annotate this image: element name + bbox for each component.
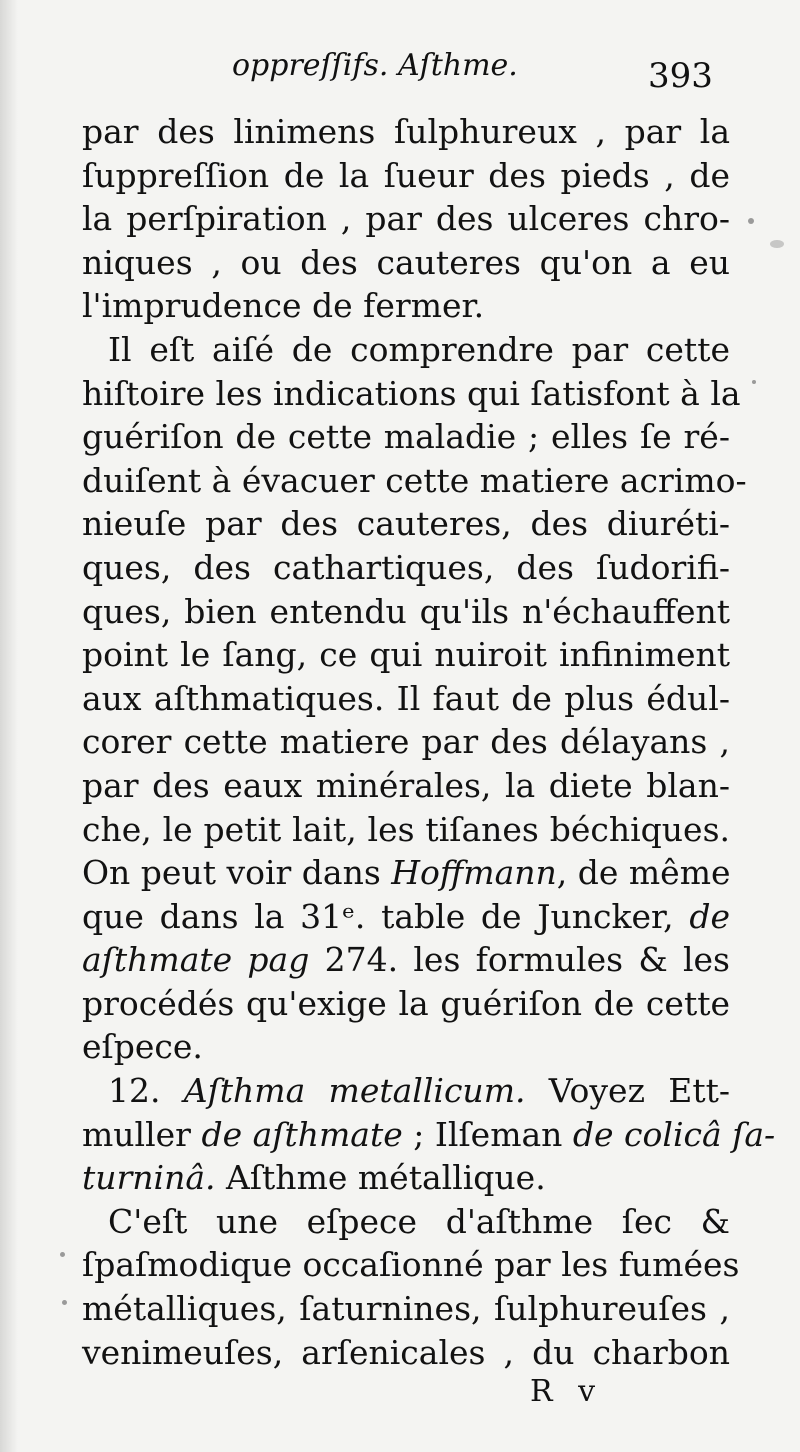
text-line bbox=[82, 1113, 776, 1157]
text-run: point le ſang, ce qui nuiroit infiniment bbox=[82, 635, 730, 675]
text-line bbox=[82, 590, 730, 634]
text-line bbox=[82, 372, 741, 416]
text-line bbox=[82, 851, 730, 895]
text-run: que dans la 31ᵉ. table de Juncker, bbox=[82, 896, 690, 936]
text-line bbox=[82, 633, 730, 677]
text-line bbox=[82, 502, 730, 546]
running-head: oppreſſifs. Aſthme. bbox=[232, 48, 518, 83]
text-run: aux aſthmatiques. Il faut de plus édul- bbox=[82, 678, 730, 718]
paper-speck bbox=[60, 1252, 65, 1257]
text-run: duiſent à évacuer cette matiere acrimo- bbox=[82, 460, 747, 500]
text-line bbox=[82, 677, 730, 721]
text-run: métalliques, ſaturnines, ſulphureuſes , bbox=[82, 1289, 730, 1329]
text-line bbox=[82, 197, 730, 241]
text-line bbox=[82, 764, 730, 808]
text-line bbox=[82, 982, 730, 1026]
text-line bbox=[82, 938, 730, 982]
text-line bbox=[82, 546, 730, 590]
text-run: On peut voir dans bbox=[82, 853, 392, 893]
text-line bbox=[82, 1331, 730, 1375]
body-text bbox=[82, 110, 776, 1374]
text-line bbox=[82, 808, 730, 852]
text-run: , de même bbox=[556, 853, 731, 893]
text-run: procédés qu'exige la guériſon de cette bbox=[82, 983, 730, 1023]
text-run: eſpece. bbox=[82, 1027, 203, 1067]
italic-text: de colicâ ſa- bbox=[572, 1114, 776, 1154]
text-run: par des eaux minérales, la diete blan- bbox=[82, 765, 730, 805]
text-line bbox=[82, 1156, 730, 1200]
paper-speck bbox=[748, 218, 754, 224]
page-number: 393 bbox=[648, 56, 713, 96]
text-run: Il eſt aiſé de comprendre par cette bbox=[108, 329, 730, 369]
text-line bbox=[82, 1287, 730, 1331]
text-run: nieuſe par des cauteres, des diuréti- bbox=[82, 504, 730, 544]
italic-text: Aſthma metallicum. bbox=[183, 1071, 526, 1111]
text-run: che, le petit lait, les tiſanes béchiques. bbox=[82, 809, 730, 849]
signature-mark: R v bbox=[530, 1374, 604, 1409]
text-line bbox=[82, 1243, 740, 1287]
text-run: corer cette matiere par des délayans , bbox=[82, 722, 730, 762]
text-run: ; Ilſeman bbox=[402, 1114, 573, 1154]
italic-text: Hoffmann bbox=[391, 853, 557, 893]
text-line bbox=[82, 284, 730, 328]
text-line bbox=[82, 1025, 730, 1069]
paper-speck bbox=[770, 240, 784, 248]
text-run: 274. les formules & les bbox=[309, 940, 730, 980]
text-run: ques, des cathartiques, des ſudorifi- bbox=[82, 547, 730, 587]
text-run: niques , ou des cauteres qu'on a eu bbox=[82, 242, 730, 282]
page-gutter-shadow bbox=[0, 0, 18, 1452]
text-line bbox=[82, 328, 730, 372]
text-run: muller bbox=[82, 1114, 202, 1154]
text-run: par des linimens ſulphureux , par la bbox=[82, 112, 730, 151]
text-line bbox=[82, 720, 730, 764]
text-line bbox=[82, 154, 730, 198]
text-run: ques, bien entendu qu'ils n'échauffent bbox=[82, 591, 730, 631]
paper-speck bbox=[62, 1300, 67, 1305]
text-run: ſpaſmodique occaſionné par les fumées bbox=[82, 1245, 740, 1285]
paper-speck bbox=[752, 380, 756, 384]
text-run: guériſon de cette maladie ; elles ſe ré- bbox=[82, 417, 730, 457]
text-run: hiſtoire les indications qui ſatisfont à la bbox=[82, 373, 741, 413]
text-line bbox=[82, 241, 730, 285]
text-line bbox=[82, 1200, 730, 1244]
text-line bbox=[82, 1069, 730, 1113]
italic-text: de aſthmate bbox=[201, 1114, 403, 1154]
text-line bbox=[82, 459, 747, 503]
text-run: Aſthme métallique. bbox=[215, 1158, 546, 1198]
text-run: la perſpiration , par des ulceres chro- bbox=[82, 199, 730, 239]
text-run: Voyez Ett- bbox=[525, 1071, 730, 1111]
text-run: 12. bbox=[108, 1071, 184, 1111]
text-line bbox=[82, 895, 730, 939]
text-run: C'eſt une eſpece d'aſthme ſec & bbox=[108, 1201, 730, 1241]
text-run: venimeuſes, arſenicales , du charbon bbox=[82, 1332, 730, 1372]
italic-text: aſthmate pag bbox=[82, 940, 310, 980]
text-run: l'imprudence de fermer. bbox=[82, 286, 485, 326]
italic-text: de bbox=[689, 896, 730, 936]
italic-text: turninâ. bbox=[82, 1158, 216, 1198]
text-line bbox=[82, 415, 730, 459]
text-line bbox=[82, 110, 730, 154]
text-run: ſuppreſſion de la ſueur des pieds , de bbox=[82, 155, 730, 195]
